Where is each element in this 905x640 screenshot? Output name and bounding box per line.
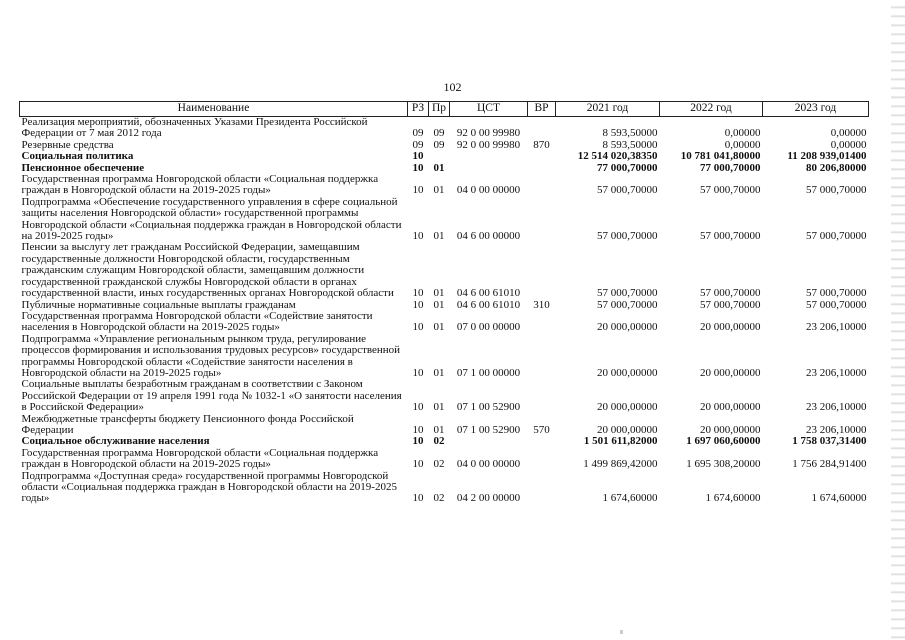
cell-y2023: 23 206,10000	[806, 321, 867, 334]
table-body	[20, 117, 869, 505]
cell-y2023: 0,00000	[830, 127, 867, 140]
scan-edge-shadow	[891, 0, 905, 640]
cell-cst: 04 6 00 61010	[456, 298, 521, 311]
cell-cst: 07 1 00 52900	[456, 401, 521, 414]
cell-cst: 04 6 00 00000	[456, 230, 521, 243]
cell-pr: 09	[433, 127, 445, 140]
cell-cst: 04 6 00 61010	[456, 287, 521, 300]
cell-y2022: 20 000,00000	[700, 321, 761, 334]
cell-vr	[528, 151, 556, 162]
header-2023: 2023 год	[763, 102, 869, 117]
cell-vr: 870	[533, 138, 550, 151]
cell-vr	[528, 163, 556, 174]
header-2022: 2022 год	[660, 102, 763, 117]
cell-y2021: 12 514 020,38350	[577, 150, 658, 163]
header-name: Наименование	[20, 102, 408, 117]
cell-vr	[528, 242, 556, 299]
cell-rz: 10	[412, 423, 424, 436]
cell-name: Социальная политика	[21, 150, 134, 163]
cell-cst: 92 0 00 99980	[456, 138, 521, 151]
table-row	[20, 151, 869, 162]
cell-pr	[429, 151, 450, 162]
cell-pr: 09	[433, 138, 445, 151]
header-vr: ВР	[528, 102, 556, 117]
cell-y2023: 23 206,10000	[806, 401, 867, 414]
cell-y2022: 20 000,00000	[700, 401, 761, 414]
cell-pr: 01	[433, 298, 445, 311]
cell-pr: 01	[433, 230, 445, 243]
cell-y2021: 57 000,70000	[597, 184, 658, 197]
table-row	[20, 334, 869, 380]
table-row	[20, 448, 869, 471]
cell-name: Подпрограмма «Доступная среда» государственной программы Новгородской области «Социальная поддержка граждан в Новгородской области на 2019-2025 годы»	[21, 469, 397, 505]
budget-table	[19, 101, 869, 505]
cell-y2023: 57 000,70000	[806, 230, 867, 243]
cell-vr	[528, 448, 556, 471]
cell-rz: 10	[412, 150, 424, 163]
cell-cst	[450, 436, 528, 447]
table-row	[20, 197, 869, 243]
table-row	[20, 242, 869, 299]
cell-cst: 07 1 00 00000	[456, 366, 521, 379]
cell-y2021: 20 000,00000	[597, 366, 658, 379]
cell-y2022: 1 674,60000	[705, 492, 761, 505]
cell-pr: 01	[433, 161, 445, 174]
cell-vr: 310	[533, 298, 550, 311]
cell-cst: 04 0 00 00000	[456, 458, 521, 471]
cell-cst: 04 0 00 00000	[456, 184, 521, 197]
cell-rz: 10	[412, 492, 424, 505]
cell-cst: 04 2 00 00000	[456, 492, 521, 505]
cell-vr: 570	[533, 423, 550, 436]
cell-y2022: 1 695 308,20000	[686, 458, 761, 471]
cell-rz: 10	[412, 287, 424, 300]
cell-name: Пенсионное обеспечение	[21, 161, 145, 174]
cell-name: Подпрограмма «Управление региональным рынком труда, регулирование процессов формирования и использования трудовых ресурсов» государственной программы Новгородской области «Содействие занятости населения в Новгородской области на 2019-2025 годы»	[21, 332, 401, 379]
cell-name: Публичные нормативные социальные выплаты гражданам	[21, 298, 296, 311]
cell-y2022: 0,00000	[724, 138, 761, 151]
cell-y2022: 20 000,00000	[700, 423, 761, 436]
cell-y2023: 1 756 284,91400	[792, 458, 867, 471]
header-cst: ЦСТ	[450, 102, 528, 117]
cell-cst	[450, 151, 528, 162]
cell-pr: 01	[433, 287, 445, 300]
cell-pr: 01	[433, 366, 445, 379]
cell-y2022: 0,00000	[724, 127, 761, 140]
cell-y2023: 0,00000	[830, 138, 867, 151]
cell-rz: 10	[412, 435, 424, 448]
scan-edge-dots	[0, 630, 905, 634]
cell-y2023: 57 000,70000	[806, 287, 867, 300]
cell-y2022: 77 000,70000	[700, 161, 761, 174]
page-number: 102	[443, 80, 462, 94]
cell-name: Социальное обслуживание населения	[21, 435, 210, 448]
cell-rz: 10	[412, 230, 424, 243]
cell-rz: 10	[412, 366, 424, 379]
cell-vr	[528, 311, 556, 334]
cell-vr	[528, 471, 556, 505]
cell-y2022: 10 781 041,80000	[680, 150, 761, 163]
cell-rz: 09	[412, 127, 424, 140]
table-row	[20, 311, 869, 334]
cell-pr: 01	[433, 184, 445, 197]
cell-vr	[528, 379, 556, 413]
cell-y2022: 57 000,70000	[700, 287, 761, 300]
cell-y2023: 1 674,60000	[811, 492, 867, 505]
cell-rz: 10	[412, 298, 424, 311]
cell-y2022: 57 000,70000	[700, 298, 761, 311]
table-row	[20, 379, 869, 413]
cell-y2021: 57 000,70000	[597, 287, 658, 300]
cell-y2021: 57 000,70000	[597, 298, 658, 311]
cell-y2023: 57 000,70000	[806, 298, 867, 311]
cell-y2023: 1 758 037,31400	[792, 435, 867, 448]
cell-pr: 01	[433, 401, 445, 414]
cell-y2021: 57 000,70000	[597, 230, 658, 243]
cell-rz: 10	[412, 184, 424, 197]
cell-vr	[528, 436, 556, 447]
cell-vr	[528, 174, 556, 197]
cell-y2022: 57 000,70000	[700, 230, 761, 243]
cell-name: Резервные средства	[21, 138, 114, 151]
cell-cst: 92 0 00 99980	[456, 127, 521, 140]
cell-rz: 10	[412, 321, 424, 334]
cell-rz: 10	[412, 161, 424, 174]
table-row	[20, 414, 869, 437]
cell-name: Государственная программа Новгородской области «Социальная поддержка граждан в Новгородской области на 2019-2025 годы»	[21, 446, 379, 471]
cell-pr: 02	[433, 492, 445, 505]
cell-pr: 01	[433, 423, 445, 436]
header-2021: 2021 год	[556, 102, 660, 117]
cell-y2021: 8 593,50000	[602, 138, 658, 151]
table-row	[20, 117, 869, 140]
cell-y2023: 23 206,10000	[806, 423, 867, 436]
cell-name: Подпрограмма «Обеспечение государственного управления в сфере социальной защиты населения Новгородской области» государственной программы Новгородской области «Социальная поддержка граждан в Новгородской области на 2019-2025 годы»	[21, 195, 402, 243]
cell-pr: 02	[433, 458, 445, 471]
cell-rz: 09	[412, 138, 424, 151]
cell-cst: 07 1 00 52900	[456, 423, 521, 436]
cell-y2021: 20 000,00000	[597, 321, 658, 334]
cell-cst	[450, 163, 528, 174]
cell-y2021: 20 000,00000	[597, 401, 658, 414]
table-row	[20, 174, 869, 197]
cell-y2022: 20 000,00000	[700, 366, 761, 379]
table-header-row	[20, 102, 869, 117]
cell-cst: 07 0 00 00000	[456, 321, 521, 334]
cell-y2022: 1 697 060,60000	[686, 435, 761, 448]
cell-name: Межбюджетные трансферты бюджету Пенсионного фонда Российской Федерации	[21, 412, 354, 436]
header-rz: РЗ	[408, 102, 429, 117]
cell-vr	[528, 334, 556, 380]
cell-vr	[528, 117, 556, 140]
cell-rz: 10	[412, 401, 424, 414]
cell-y2023: 80 206,80000	[806, 161, 867, 174]
cell-name: Социальные выплаты безработным гражданам в соответствии с Законом Российской Федерации от 19 апреля 1991 года № 1032-1 «О занятости населения в Российской Федерации»	[21, 378, 402, 414]
cell-y2021: 8 593,50000	[602, 127, 658, 140]
cell-y2023: 23 206,10000	[806, 366, 867, 379]
cell-y2023: 11 208 939,01400	[787, 150, 867, 163]
cell-y2021: 1 501 611,82000	[583, 435, 658, 448]
cell-name: Государственная программа Новгородской области «Содействие занятости населения в Новгородской области на 2019-2025 годы»	[21, 309, 373, 334]
cell-pr: 02	[433, 435, 445, 448]
cell-y2021: 1 674,60000	[602, 492, 658, 505]
table-row	[20, 471, 869, 505]
cell-y2021: 20 000,00000	[597, 423, 658, 436]
cell-y2021: 1 499 869,42000	[583, 458, 658, 471]
cell-y2023: 57 000,70000	[806, 184, 867, 197]
header-pr: Пр	[429, 102, 450, 117]
cell-rz: 10	[412, 458, 424, 471]
cell-name: Пенсии за выслугу лет гражданам Российской Федерации, замещавшим государственные должности Новгородской области, государственным гражданским служащим Новгородской области, замещавшим должности государственной гражданской службы Новгородской области в органах государственной власти, иных государственных органах Новгородской области	[21, 241, 394, 300]
cell-vr	[528, 197, 556, 243]
cell-name: Государственная программа Новгородской области «Социальная поддержка граждан в Новгородской области на 2019-2025 годы»	[21, 173, 379, 197]
cell-name: Реализация мероприятий, обозначенных Указами Президента Российской Федерации от 7 мая 2012 года	[21, 116, 368, 140]
cell-y2021: 77 000,70000	[597, 161, 658, 174]
cell-pr: 01	[433, 321, 445, 334]
cell-y2022: 57 000,70000	[700, 184, 761, 197]
